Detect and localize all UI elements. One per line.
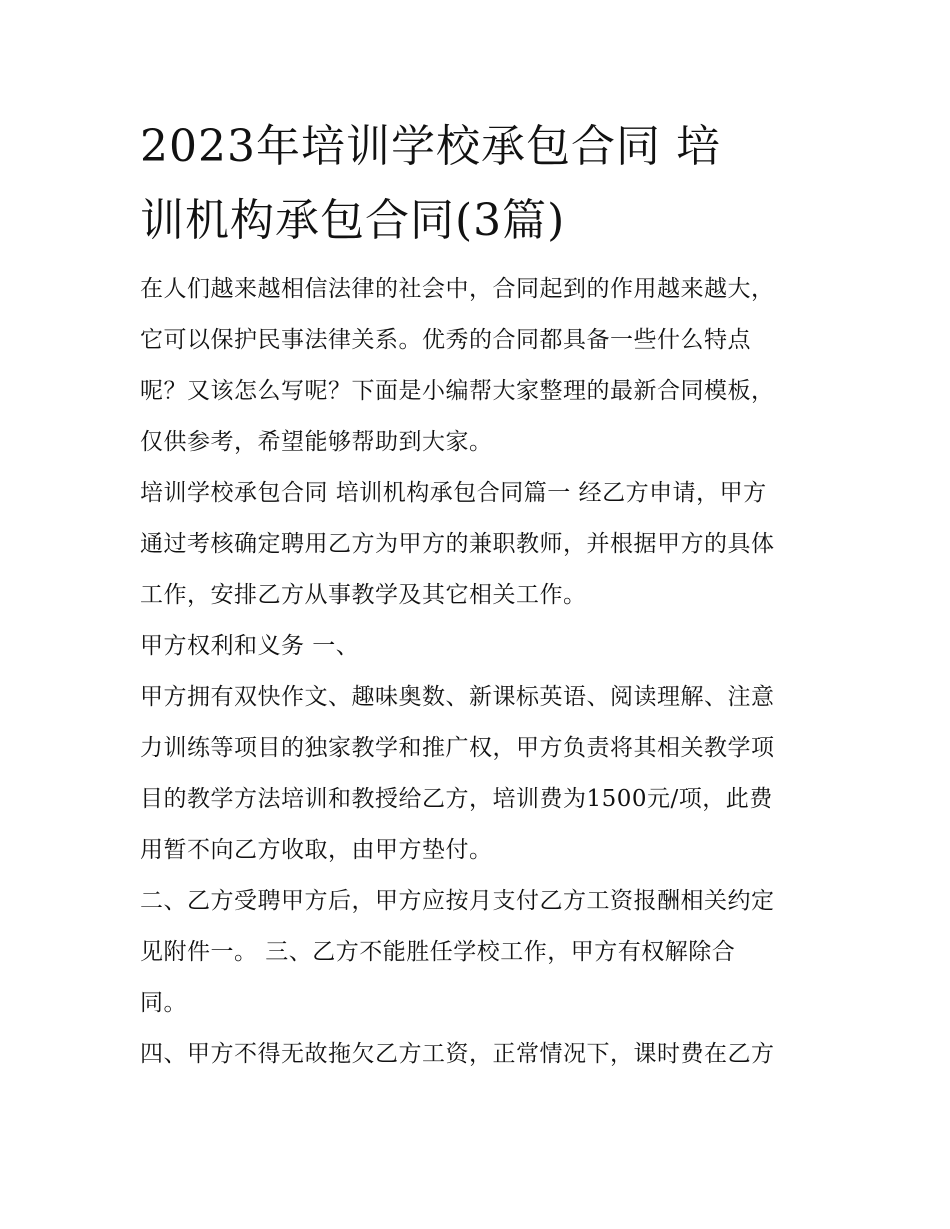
paragraph-clause-1 [140,672,812,876]
text-line: 仅供参考，希望能够帮助到大家。 [140,429,493,455]
document-page [140,110,812,1080]
text-line: 目的教学方法培训和教授给乙方，培训费为1500元/项，此费 [140,786,773,812]
text-line: 呢？又该怎么写呢？下面是小编帮大家整理的最新合同模板， [140,378,775,404]
text-line: 力训练等项目的独家教学和推广权，甲方负责将其相关教学项 [140,735,775,761]
text-line: 二、乙方受聘甲方后，甲方应按月支付乙方工资报酬相关约定 [140,888,775,914]
text-line: 四、甲方不得无故拖欠乙方工资，正常情况下，课时费在乙方 [140,1041,775,1067]
text-line: 在人们越来越相信法律的社会中，合同起到的作用越来越大， [140,276,775,302]
text-line: 工作，安排乙方从事教学及其它相关工作。 [140,582,587,608]
text-line: 通过考核确定聘用乙方为甲方的兼职教师，并根据甲方的具体 [140,531,775,557]
text-line: 同。 [140,990,187,1016]
title-line: 训机构承包合同(3篇) [140,195,566,246]
text-line: 它可以保护民事法律关系。优秀的合同都具备一些什么特点 [140,327,751,353]
text-line: 培训学校承包合同 培训机构承包合同篇一 经乙方申请，甲方 [140,480,767,506]
paragraph-intro [140,264,812,468]
text-line: 见附件一。 三、乙方不能胜任学校工作，甲方有权解除合 [140,939,736,965]
paragraph-clause-2-3 [140,876,812,1029]
title-line: 2023年培训学校承包合同 培 [140,121,721,172]
paragraph-article-1 [140,468,812,621]
text-line: 甲方权利和义务 一、 [140,633,360,659]
text-line: 甲方拥有双快作文、趣味奥数、新课标英语、阅读理解、注意 [140,684,775,710]
paragraph-clause-4 [140,1029,812,1080]
paragraph-section-heading [140,621,812,672]
document-title [140,110,812,258]
text-line: 用暂不向乙方收取，由甲方垫付。 [140,837,493,863]
